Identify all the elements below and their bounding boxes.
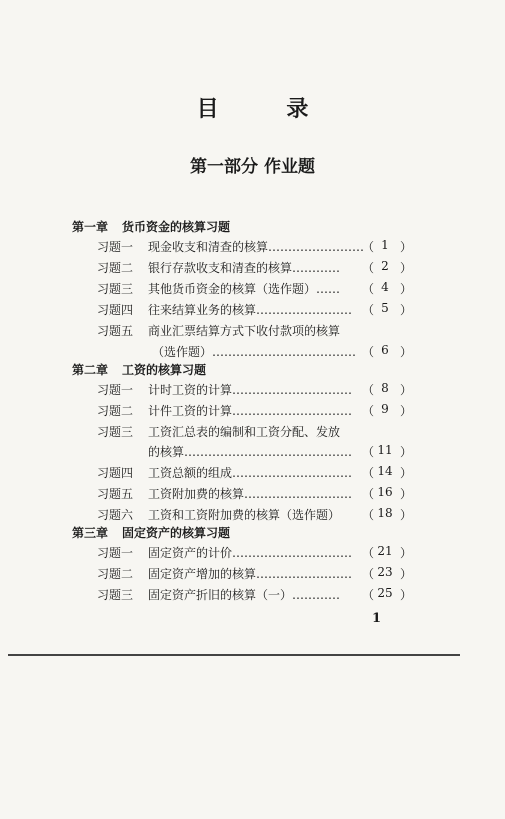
entry-text: 计时工资的计算…………………………	[148, 383, 353, 397]
exercise-number: 习题三	[97, 282, 134, 296]
entry-text: （选作题）………………………………	[152, 345, 357, 359]
chapter-title: 货币资金的核算习题	[122, 220, 231, 234]
toc-entry[interactable]: 习题二 计件工资的计算………………………… （ 9 ）	[97, 402, 413, 418]
chapter-number: 第三章	[72, 526, 109, 540]
exercise-number: 习题二	[97, 567, 134, 581]
part-heading: 第一部分 作业题	[190, 157, 315, 177]
entry-page: 16	[377, 485, 393, 499]
entry-text: 固定资产的计价…………………………	[148, 546, 353, 560]
entry-text: 工资总额的组成…………………………	[148, 466, 353, 480]
entry-text: 工资附加费的核算………………………	[148, 487, 353, 501]
toc-entry[interactable]: 习题一 现金收支和清查的核算…………………… （ 1 ）	[97, 238, 413, 254]
toc-entry-continued[interactable]: 的核算…………………………………… （ 11 ）	[148, 443, 413, 459]
entry-page: 23	[377, 565, 393, 579]
exercise-number: 习题三	[97, 425, 134, 439]
entry-text: 工资和工资附加费的核算（选作题）	[148, 508, 341, 522]
chapter-number: 第二章	[72, 363, 109, 377]
entry-page: 18	[377, 506, 393, 520]
chapter-title: 固定资产的核算习题	[122, 526, 231, 540]
entry-page: 25	[377, 586, 393, 600]
entry-text: 往来结算业务的核算……………………	[148, 303, 353, 317]
toc-entry[interactable]: 习题四 工资总额的组成………………………… （ 14 ）	[97, 464, 413, 480]
entry-page: 21	[377, 544, 393, 558]
toc-entry[interactable]	[0, 322, 505, 342]
entry-text: 银行存款收支和清查的核算…………	[148, 261, 341, 275]
toc-entry-continued[interactable]: （选作题）……………………………… （ 6 ）	[152, 343, 413, 359]
entry-text: 其他货币资金的核算（选作题）……	[148, 282, 341, 296]
entry-text: 的核算……………………………………	[148, 445, 353, 459]
entry-page: 8	[381, 381, 389, 395]
chapter-heading	[72, 361, 206, 378]
entry-text: 工资汇总表的编制和工资分配、发放	[148, 425, 341, 439]
entry-page: 14	[377, 464, 393, 478]
toc-entry[interactable]: 习题三 固定资产折旧的核算（一）………… （ 25 ）	[97, 586, 413, 602]
exercise-number: 习题二	[97, 261, 134, 275]
exercise-number: 习题三	[97, 588, 134, 602]
chapter-title: 工资的核算习题	[122, 363, 207, 377]
entry-text: 固定资产增加的核算……………………	[148, 567, 353, 581]
entry-page: 5	[381, 301, 389, 315]
entry-text: 现金收支和清查的核算……………………	[148, 240, 365, 254]
chapter-heading	[72, 218, 230, 235]
toc-entry[interactable]: 习题二 银行存款收支和清查的核算………… （ 2 ）	[97, 259, 413, 275]
exercise-number: 习题一	[97, 546, 134, 560]
entry-text: 固定资产折旧的核算（一）…………	[148, 588, 341, 602]
exercise-number: 习题五	[97, 324, 134, 338]
exercise-number: 习题四	[97, 466, 134, 480]
page-title: 目 录	[196, 96, 339, 122]
entry-page: 9	[381, 402, 389, 416]
toc-entry[interactable]: 习题六 工资和工资附加费的核算（选作题） （ 18 ）	[97, 506, 413, 522]
page-number: 1	[372, 611, 382, 626]
exercise-number: 习题一	[97, 240, 134, 254]
toc-entry[interactable]: 习题一 固定资产的计价………………………… （ 21 ）	[97, 544, 413, 560]
exercise-number: 习题六	[97, 508, 134, 522]
entry-text: 计件工资的计算…………………………	[148, 404, 353, 418]
page-edge-divider	[8, 654, 460, 656]
entry-page: 11	[377, 443, 393, 457]
chapter-number: 第一章	[72, 220, 109, 234]
exercise-number: 习题四	[97, 303, 134, 317]
entry-page: 6	[381, 343, 389, 357]
toc-entry[interactable]: 习题三 其他货币资金的核算（选作题）…… （ 4 ）	[97, 280, 413, 296]
toc-entry[interactable]: 习题五 工资附加费的核算……………………… （ 16 ）	[97, 485, 413, 501]
toc-entry[interactable]: 习题四 往来结算业务的核算…………………… （ 5 ）	[97, 301, 413, 317]
exercise-number: 习题二	[97, 404, 134, 418]
toc-entry[interactable]: 习题一 计时工资的计算………………………… （ 8 ）	[97, 381, 413, 397]
chapter-heading	[72, 524, 230, 541]
entry-page: 1	[381, 238, 389, 252]
toc-entry[interactable]: 习题二 固定资产增加的核算…………………… （ 23 ）	[97, 565, 413, 581]
entry-page: 4	[381, 280, 389, 294]
exercise-number: 习题一	[97, 383, 134, 397]
entry-text: 商业汇票结算方式下收付款项的核算	[148, 324, 341, 338]
exercise-number: 习题五	[97, 487, 134, 501]
toc-entry[interactable]	[0, 423, 505, 443]
entry-page: 2	[381, 259, 389, 273]
